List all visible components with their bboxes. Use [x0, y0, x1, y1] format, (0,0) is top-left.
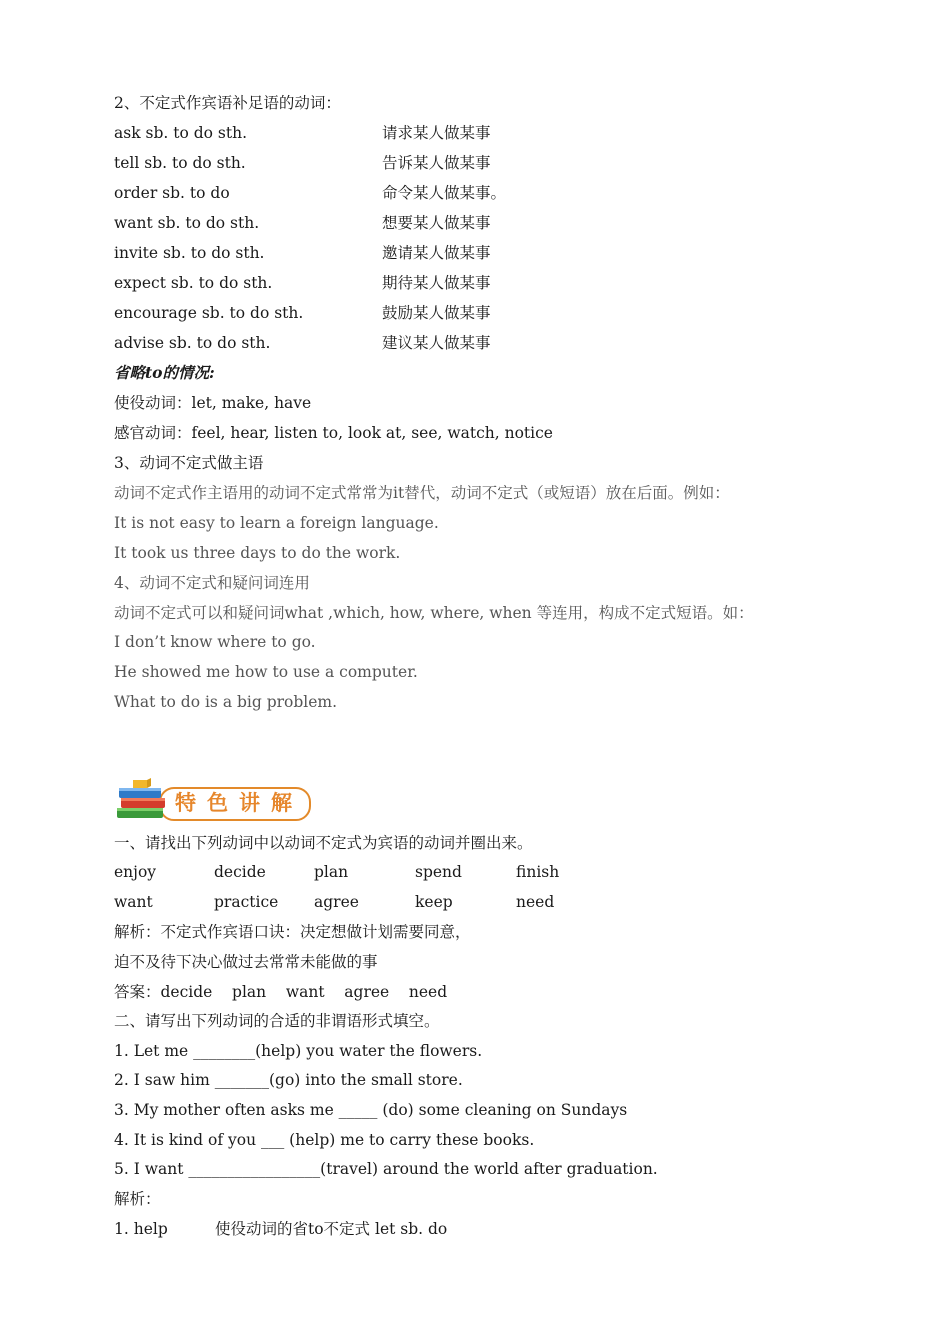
verb-zh: 鼓励某人做某事 [382, 304, 491, 322]
word: need [516, 893, 555, 911]
word: decide [214, 863, 266, 881]
exercise-1-analysis-cont: 迫不及待下决心做过去常常未能做的事 [114, 953, 378, 971]
verb-row [114, 333, 714, 353]
books-icon [113, 778, 175, 824]
section-2-heading: 2、不定式作宾语补足语的动词： [114, 94, 341, 112]
example-sentence: I don’t know where to go. [114, 633, 316, 651]
exercise-item: 5. I want _________________(travel) around the world after graduation. [114, 1160, 658, 1178]
verb-en: encourage sb. to do sth. [114, 304, 304, 322]
section-4-heading: 4、动词不定式和疑问词连用 [114, 574, 310, 592]
example-sentence: He showed me how to use a computer. [114, 663, 418, 681]
verb-row [114, 123, 714, 143]
verb-zh: 请求某人做某事 [382, 124, 491, 142]
word: keep [415, 893, 453, 911]
word: spend [415, 863, 462, 881]
section-3-description: 动词不定式作主语用的动词不定式常常为it替代，动词不定式（或短语）放在后面。例如： [114, 484, 730, 502]
verb-en: invite sb. to do sth. [114, 244, 265, 262]
word: plan [314, 863, 349, 881]
verb-en: tell sb. to do sth. [114, 154, 246, 172]
banner-label: 特色讲解 [175, 791, 303, 815]
verb-en: want sb. to do sth. [114, 214, 260, 232]
verb-en: advise sb. to do sth. [114, 334, 271, 352]
example-sentence: It is not easy to learn a foreign language. [114, 514, 439, 532]
verb-en: order sb. to do [114, 184, 230, 202]
exercise-1-answer: 答案：decide plan want agree need [114, 983, 448, 1001]
example-sentence: It took us three days to do the work. [114, 544, 401, 562]
exercise-1-analysis: 解析：不定式作宾语口诀：决定想做计划需要同意， [114, 923, 471, 941]
verb-row [114, 213, 714, 233]
word: agree [314, 893, 359, 911]
example-sentence: What to do is a big problem. [114, 693, 338, 711]
verb-en: expect sb. to do sth. [114, 274, 273, 292]
word: want [114, 893, 153, 911]
answer-word: 1. help [114, 1220, 168, 1238]
answer-row [114, 1219, 614, 1239]
word: practice [214, 893, 279, 911]
feature-banner [113, 778, 309, 824]
verb-row [114, 243, 714, 263]
verb-row [114, 183, 714, 203]
verb-row [114, 273, 714, 293]
exercise-item: 4. It is kind of you ___ (help) me to carry these books. [114, 1131, 535, 1149]
answer-note: 使役动词的省to不定式 let sb. do [215, 1220, 448, 1238]
verb-zh: 期待某人做某事 [382, 274, 491, 292]
verb-zh: 建议某人做某事 [382, 334, 491, 352]
verb-row [114, 153, 714, 173]
verb-zh: 命令某人做某事。 [382, 184, 507, 202]
section-4-description: 动词不定式可以和疑问词what ,which, how, where, when 等连用，构成不定式短语。如： [114, 604, 754, 622]
causative-verbs: 使役动词：let, make, have [114, 394, 312, 412]
sensory-verbs: 感官动词：feel, hear, listen to, look at, see, watch, notice [114, 424, 553, 442]
verb-zh: 邀请某人做某事 [382, 244, 491, 262]
exercise-2-heading: 二、请写出下列动词的合适的非谓语形式填空。 [114, 1012, 440, 1030]
exercise-item: 1. Let me ________(help) you water the flowers. [114, 1042, 483, 1060]
exercise-1-heading: 一、请找出下列动词中以动词不定式为宾语的动词并圈出来。 [114, 834, 533, 852]
exercise-item: 3. My mother often asks me _____ (do) some cleaning on Sundays [114, 1101, 628, 1119]
word: finish [516, 863, 560, 881]
verb-zh: 告诉某人做某事 [382, 154, 491, 172]
verb-en: ask sb. to do sth. [114, 124, 248, 142]
exercise-item: 2. I saw him _______(go) into the small store. [114, 1071, 463, 1089]
exercise-2-analysis-label: 解析： [114, 1190, 161, 1208]
verb-row [114, 303, 714, 323]
verb-zh: 想要某人做某事 [382, 214, 491, 232]
omit-to-heading: 省略to的情况: [114, 363, 215, 382]
section-3-heading: 3、动词不定式做主语 [114, 454, 264, 472]
word: enjoy [114, 863, 157, 881]
